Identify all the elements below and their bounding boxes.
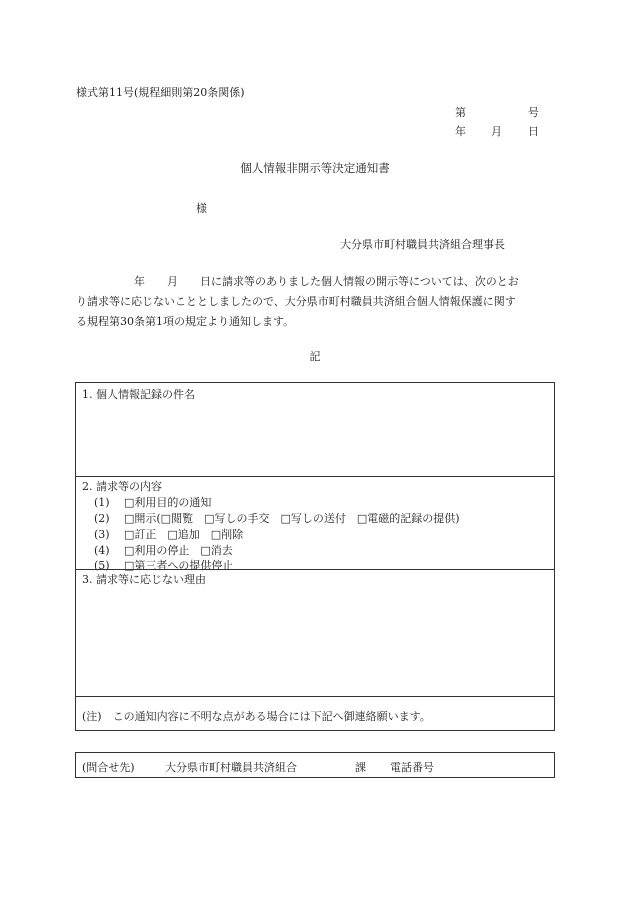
ki-heading: 記 <box>309 350 321 363</box>
details-table <box>75 382 555 731</box>
request-item <box>94 510 460 526</box>
section-divider <box>76 696 554 697</box>
request-item-number: (4) <box>94 544 110 557</box>
contact-note: (注) この通知内容に不明な点がある場合には下記へ御連絡願います。 <box>82 710 431 723</box>
request-item-number: (3) <box>94 528 110 541</box>
request-item-number: (5) <box>94 559 110 572</box>
date-day: 日 <box>528 125 539 138</box>
date-month: 月 <box>491 125 502 138</box>
body-text <box>76 272 554 332</box>
date-year: 年 <box>455 125 466 138</box>
request-item-text: □第三者への提供停止 <box>124 559 234 572</box>
section-reason-title: 3. 請求等に応じない理由 <box>82 573 206 586</box>
request-item <box>94 542 233 558</box>
contact-organization: 大分県市町村職員共済組合 <box>165 761 297 774</box>
recipient-suffix: 様 <box>196 202 207 215</box>
request-item <box>94 494 211 510</box>
body-line-2: り請求等に応じないこととしましたので、大分県市町村職員共済組合個人情報保護に関す <box>76 295 516 308</box>
request-item-number: (1) <box>94 496 110 509</box>
document-title: 個人情報非開示等決定通知書 <box>240 161 390 175</box>
section-subject-title: 1. 個人情報記録の件名 <box>82 388 195 401</box>
request-item-number: (2) <box>94 512 110 525</box>
body-line-1: 年 月 日に請求等のありました個人情報の開示等については、次のとお <box>134 275 519 288</box>
issuer-name: 大分県市町村職員共済組合理事長 <box>340 238 505 251</box>
request-item-text: □開示(□閲覧 □写しの手交 □写しの送付 □電磁的記録の提供) <box>124 512 460 525</box>
section-request-title: 2. 請求等の内容 <box>82 480 162 493</box>
number-prefix: 第 <box>455 106 466 119</box>
contact-label: (問合せ先) <box>82 761 135 774</box>
body-line-3: る規程第30条第1項の規定より通知します。 <box>76 315 295 328</box>
request-item <box>94 526 243 542</box>
number-suffix: 号 <box>528 106 539 119</box>
request-item-text: □利用目的の通知 <box>124 496 212 509</box>
section-divider <box>76 569 554 570</box>
section-divider <box>76 476 554 477</box>
contact-section: 課 <box>355 761 366 774</box>
contact-box <box>75 752 555 778</box>
request-item-text: □訂正 □追加 □削除 <box>124 528 244 541</box>
form-reference: 様式第11号(規程細則第20条関係) <box>76 86 245 99</box>
request-item-text: □利用の停止 □消去 <box>124 544 233 557</box>
contact-phone: 電話番号 <box>390 761 434 774</box>
